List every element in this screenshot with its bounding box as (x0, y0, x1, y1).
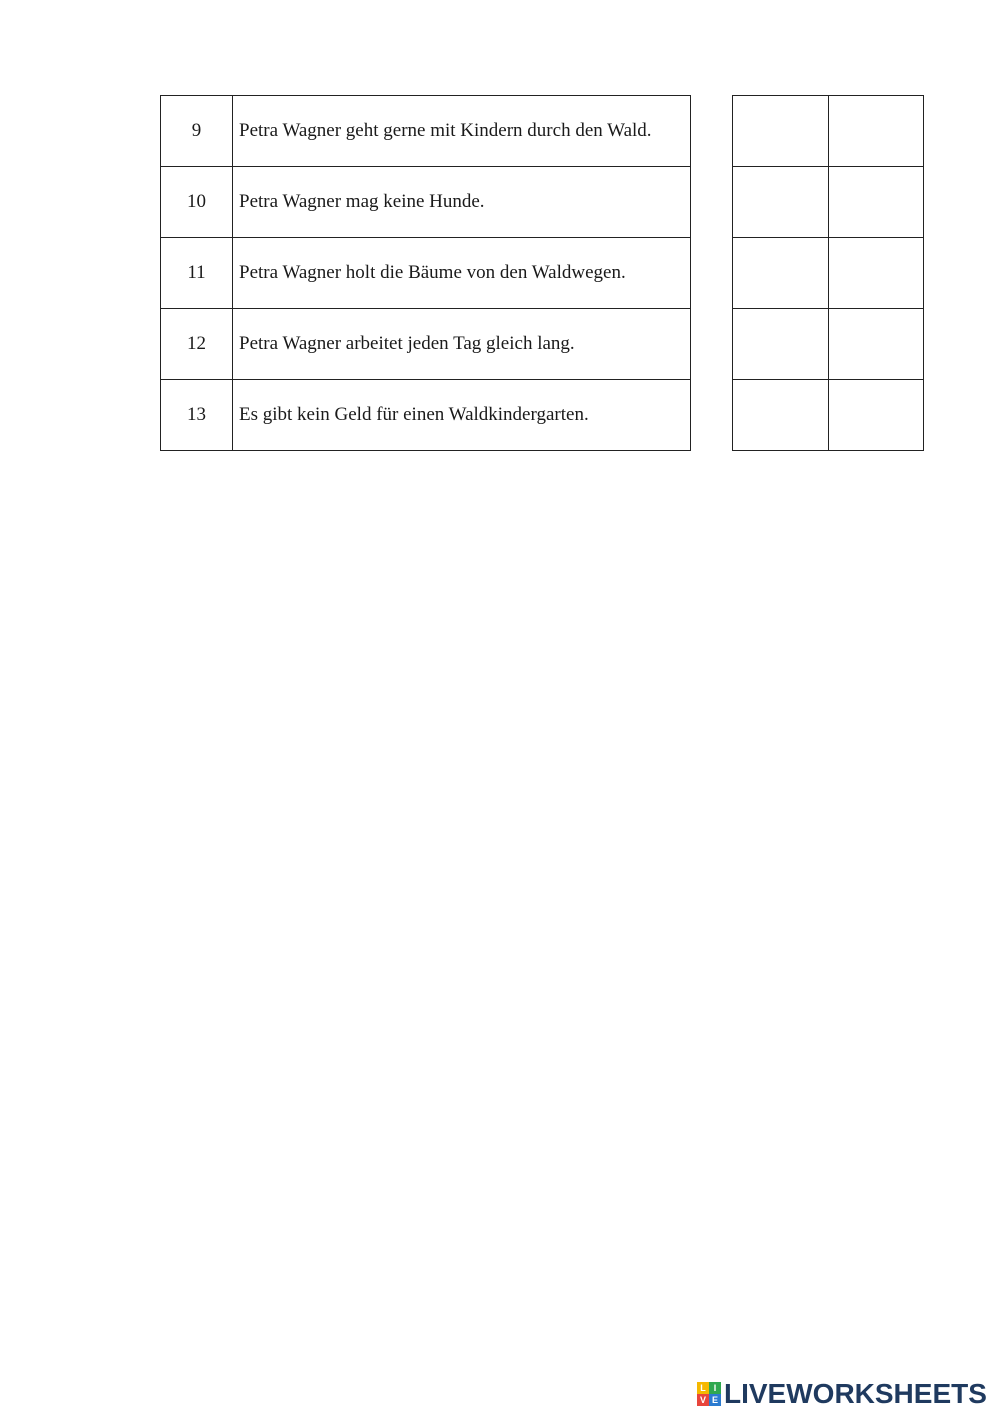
table-row (161, 309, 691, 380)
statement-text: Petra Wagner geht gerne mit Kindern durch den Wald. (233, 96, 691, 167)
logo-tile-e: E (709, 1394, 721, 1406)
logo-tile-v: V (697, 1394, 709, 1406)
statement-number: 13 (161, 380, 233, 451)
statements-table (160, 95, 691, 451)
answer-row (733, 96, 924, 167)
statement-text: Petra Wagner arbeitet jeden Tag gleich lang. (233, 309, 691, 380)
answer-box-right[interactable] (828, 380, 924, 451)
answer-box-right[interactable] (828, 96, 924, 167)
statement-text: Petra Wagner holt die Bäume von den Waldwegen. (233, 238, 691, 309)
answer-box-left[interactable] (733, 238, 829, 309)
answer-row (733, 238, 924, 309)
answer-row (733, 309, 924, 380)
answer-box-right[interactable] (828, 167, 924, 238)
logo-tile-l: L (697, 1382, 709, 1394)
logo-text: LIVEWORKSHEETS (724, 1378, 987, 1409)
table-row (161, 96, 691, 167)
table-row (161, 380, 691, 451)
logo-tile-i: I (709, 1382, 721, 1394)
answer-box-right[interactable] (828, 309, 924, 380)
answer-box-left[interactable] (733, 167, 829, 238)
answer-row (733, 380, 924, 451)
answer-box-left[interactable] (733, 380, 829, 451)
answer-box-right[interactable] (828, 238, 924, 309)
statement-text: Es gibt kein Geld für einen Waldkindergarten. (233, 380, 691, 451)
answer-box-left[interactable] (733, 96, 829, 167)
answer-row (733, 167, 924, 238)
table-row (161, 238, 691, 309)
answer-table (732, 95, 924, 451)
table-row (161, 167, 691, 238)
answer-box-left[interactable] (733, 309, 829, 380)
statement-number: 9 (161, 96, 233, 167)
statement-number: 12 (161, 309, 233, 380)
statement-number: 11 (161, 238, 233, 309)
liveworksheets-icon (697, 1382, 721, 1406)
statement-text: Petra Wagner mag keine Hunde. (233, 167, 691, 238)
statement-number: 10 (161, 167, 233, 238)
liveworksheets-logo (697, 1378, 987, 1410)
